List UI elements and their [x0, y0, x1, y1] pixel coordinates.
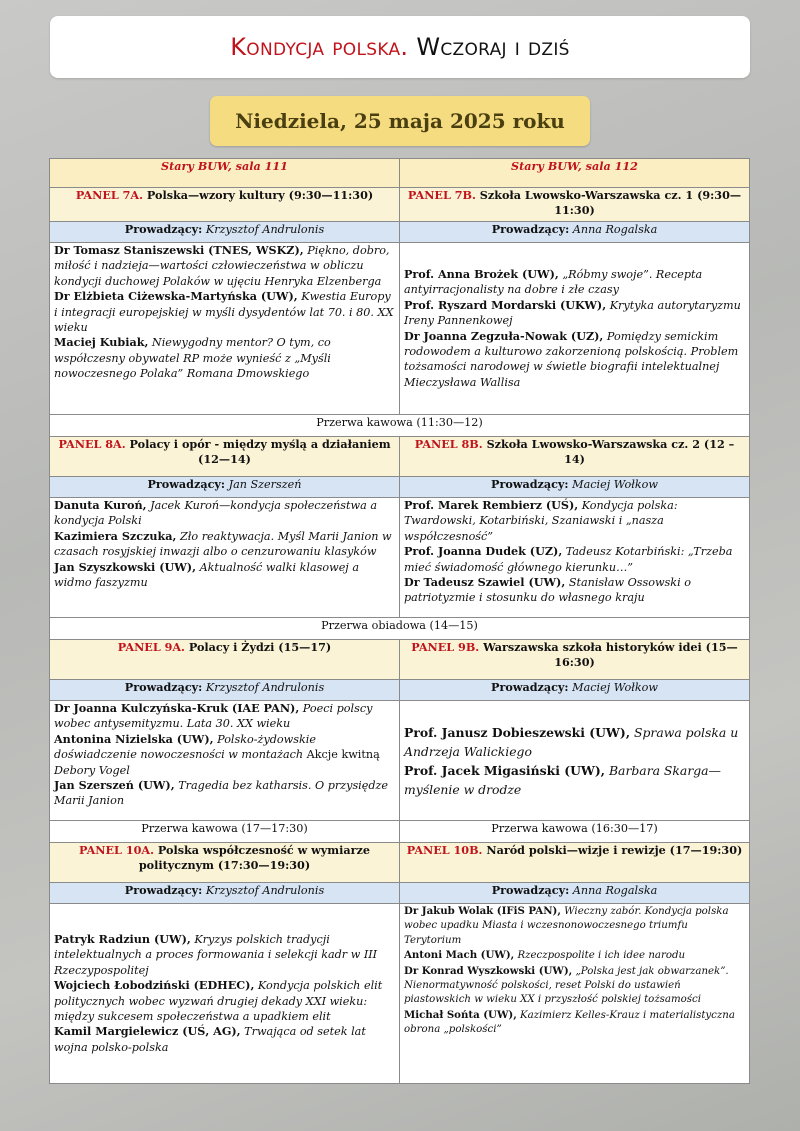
talks-row: [50, 904, 750, 1084]
room-row: [50, 159, 750, 188]
break-text-left: Przerwa kawowa (17—17:30): [50, 821, 400, 843]
talks-7a: [50, 243, 400, 415]
talks-row: [50, 498, 750, 618]
talk: Dr Tomasz Staniszewski (TNES, WSKZ), Piękno, dobro, miłość i nadzieja—wartości człowieczeństwa w obliczu kondycji duchowej Polaków w ujęciu Henryka Elzenberga: [54, 243, 390, 288]
panel-id: PANEL 7B.: [407, 188, 476, 202]
talks-10a: [50, 904, 400, 1084]
talk: Kazimiera Szczuka, Zło reaktywacja. Myśl Marii Janion w czasach rosyjskiej inwazji albo o cenzurowaniu klasyków: [54, 528, 392, 559]
talks-10b: [400, 904, 750, 1084]
panel-title: Szkoła Lwowsko-Warszawska cz. 1 (9:30—11:30): [479, 188, 742, 218]
talks-8b: [400, 498, 750, 618]
panel-row: [50, 437, 750, 477]
moderator-row: [50, 477, 750, 498]
talk: Prof. Anna Brożek (UW), „Róbmy swoje”. Recepta antyirracjonalisty na dobre i złe czasy: [404, 266, 703, 297]
program-table: [49, 158, 750, 1084]
panel-9b: PANEL 9B. Warszawska szkoła historyków idei (15—16:30): [400, 640, 750, 680]
talk: Maciej Kubiak, Niewygodny mentor? O tym, co współczesny obywatel RP może wynieść z „Myśli nowoczesnego Polaka” Romana Dmowskiego: [54, 335, 331, 381]
talk: Dr Konrad Wyszkowski (UW), „Polska jest jak obwarzanek”. Nienormatywność polskości, reset Polski do ustawień piastowskich w wieku XX i przyszłość polskiej tożsamości: [404, 964, 729, 1006]
talks-row: [50, 243, 750, 415]
moderator-10b: Prowadzący: Anna Rogalska: [400, 883, 750, 904]
panel-8b: PANEL 8B. Szkoła Lwowsko-Warszawska cz. 2 (12 – 14): [400, 437, 750, 477]
panel-row: [50, 188, 750, 222]
break-text: Przerwa kawowa (11:30—12): [50, 415, 750, 437]
talks-9b: [400, 701, 750, 821]
talk: Jan Szyszkowski (UW), Aktualność walki klasowej a widmo faszyzmu: [54, 559, 360, 590]
talk: Dr Elżbieta Ciżewska-Martyńska (UW), Kwestia Europy i integracji europejskiej w myśli dysydentów lat 70. i 80. XX wieku: [54, 289, 394, 335]
title-black: Wczoraj i dziś: [416, 33, 570, 61]
talk: Michał Sońta (UW), Kazimierz Kelles-Krauz i materialistyczna obrona „polskości”: [404, 1008, 735, 1036]
talk: Prof. Janusz Dobieszewski (UW), Sprawa polska u Andrzeja Walickiego: [404, 724, 739, 759]
panel-9a: PANEL 9A. Polacy i Żydzi (15—17): [50, 640, 400, 680]
talks-8a: [50, 498, 400, 618]
talk: Dr Tadeusz Szawiel (UW), Stanisław Ossowski o patriotyzmie i stosunku do własnego kraju: [404, 575, 691, 605]
panel-7b: [400, 188, 750, 222]
page-title: [50, 16, 750, 78]
break-text: Przerwa obiadowa (14—15): [50, 618, 750, 640]
room-right: Stary BUW, sala 112: [400, 159, 750, 188]
talk: Antonina Nizielska (UW), Polsko-żydowskie doświadczenie nowoczesności w montażach Akcje kwitną Debory Vogel: [54, 731, 380, 777]
moderator-8b: Prowadzący: Maciej Wołkow: [400, 477, 750, 498]
moderator-row: [50, 883, 750, 904]
panel-7a: [50, 188, 400, 222]
moderator-row: [50, 680, 750, 701]
moderator-7a: Prowadzący: Krzysztof Andrulonis: [50, 222, 400, 243]
date-banner: [210, 96, 590, 146]
talk: Danuta Kuroń, Jacek Kuroń—kondycja społeczeństwa a kondycja Polski: [54, 498, 378, 528]
break-row: [50, 415, 750, 437]
break-text-right: Przerwa kawowa (16:30—17): [400, 821, 750, 843]
talk: Jan Szerszeń (UW), Tragedia bez katharsis. O przysiędze Marii Janion: [54, 778, 389, 808]
talk: Prof. Ryszard Mordarski (UKW), Krytyka autorytaryzmu Ireny Pannenkowej: [404, 297, 741, 328]
moderator-10a: Prowadzący: Krzysztof Andrulonis: [50, 883, 400, 904]
panel-10b: PANEL 10B. Naród polski—wizje i rewizje (17—19:30): [400, 843, 750, 883]
panel-id: PANEL 7A.: [75, 188, 143, 202]
talk: Kamil Margielewicz (UŚ, AG), Trwająca od setek lat wojna polsko-polska: [54, 1024, 366, 1054]
title-red: Kondycja polska.: [230, 33, 409, 61]
talk: Dr Joanna Zegzuła-Nowak (UZ), Pomiędzy semickim rodowodem a kulturowo zakorzenioną polskością. Problem tożsamości narodowej w świetle biografii intelektualnej Mieczysława Wallisa: [404, 328, 739, 389]
panel-row: [50, 640, 750, 680]
talk: Prof. Jacek Migasiński (UW), Barbara Skarga—myślenie w drodze: [404, 762, 721, 797]
panel-row: [50, 843, 750, 883]
room-left: Stary BUW, sala 111: [50, 159, 400, 188]
talk: Dr Joanna Kulczyńska-Kruk (IAE PAN), Poeci polscy wobec antysemityzmu. Lata 30. XX wieku: [54, 701, 373, 731]
panel-title: Polska—wzory kultury (9:30—11:30): [146, 188, 374, 202]
talks-9a: [50, 701, 400, 821]
talk: Prof. Joanna Dudek (UZ), Tadeusz Kotarbiński: „Trzeba mieć świadomość głównego kierunku…”: [404, 544, 733, 574]
panel-10a: PANEL 10A. Polska współczesność w wymiarze politycznym (17:30—19:30): [50, 843, 400, 883]
talk: Antoni Mach (UW), Rzeczpospolite i ich idee narodu: [404, 949, 686, 962]
date-text: Niedziela, 25 maja 2025 roku: [235, 109, 565, 133]
break-row: [50, 821, 750, 843]
panel-8a: PANEL 8A. Polacy i opór - między myślą a działaniem (12—14): [50, 437, 400, 477]
talk: Wojciech Łobodziński (EDHEC), Kondycja polskich elit politycznych wobec wyzwań drugiej dekady XXI wieku: między sukcesem społeczeństwa a upadkiem elit: [54, 978, 383, 1023]
talk: Patryk Radziun (UW), Kryzys polskich tradycji intelektualnych a proces formowania i selekcji kadr w III Rzeczypospolitej: [54, 931, 378, 977]
moderator-row: [50, 222, 750, 243]
moderator-7b: Prowadzący: Anna Rogalska: [400, 222, 750, 243]
talks-7b: [400, 243, 750, 415]
talks-row: [50, 701, 750, 821]
moderator-9a: Prowadzący: Krzysztof Andrulonis: [50, 680, 400, 701]
moderator-9b: Prowadzący: Maciej Wołkow: [400, 680, 750, 701]
talk: Prof. Marek Rembierz (UŚ), Kondycja polska: Twardowski, Kotarbiński, Szaniawski i „nasza współczesność”: [404, 498, 678, 543]
break-row: [50, 618, 750, 640]
moderator-8a: Prowadzący: Jan Szerszeń: [50, 477, 400, 498]
talk: Dr Jakub Wolak (IFiS PAN), Wieczny zabór. Kondycja polska wobec upadku Miasta i wczesnonowoczesnego triumfu Terytorium: [404, 905, 729, 946]
